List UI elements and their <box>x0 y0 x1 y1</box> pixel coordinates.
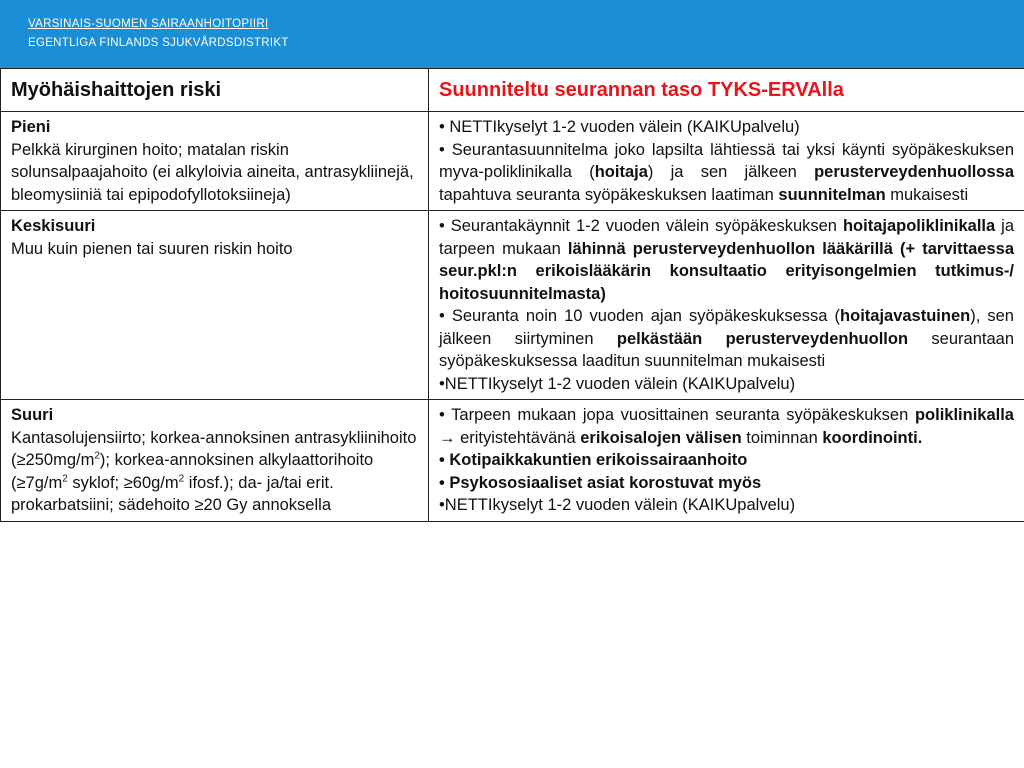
plan-item: • Tarpeen mukaan jopa vuosittainen seuranta syöpäkeskuksen poliklinikalla → erityistehtävänä erikoisalojen välisen toiminnan koordinointi. <box>439 406 1014 447</box>
plan-item: •NETTIkyselyt 1-2 vuoden välein (KAIKUpalvelu) <box>439 496 796 514</box>
table-header-row <box>1 69 1024 112</box>
risk-cell <box>1 112 429 211</box>
risk-description: Muu kuin pienen tai suuren riskin hoito <box>11 239 293 258</box>
risk-level-label: Pieni <box>11 118 51 136</box>
table-row <box>1 400 1024 522</box>
plan-cell <box>429 211 1024 400</box>
plan-cell <box>429 112 1024 211</box>
plan-item: • Seurantakäynnit 1-2 vuoden välein syöpäkeskuksen hoitajapoliklinikalla ja tarpeen mukaan lähinnä perusterveydenhuollon lääkärillä (+ tarvittaessa seur.pkl:n erikoislääkärin konsultaatio erityisongelmien tutkimus-/ hoitosuunnitelmasta) <box>439 217 1014 303</box>
risk-description: Kantasolujensiirto; korkea-annoksinen antrasykliinihoito $(\ge 250mg/m^2)$; korkea-annoksinen alkylaattorihoito ($\ge 7g/m^2$ syklof; $\ge 60g/m^2$ ifosf.); da- ja/tai erit. prokarbatsiini; sädehoito ≥20 Gy annoksella <box>11 428 417 514</box>
follow-up-table <box>0 68 1024 522</box>
org-name-swedish: EGENTLIGA FINLANDS SJUKVÅRDSDISTRIKT <box>28 37 289 49</box>
plan-cell <box>429 400 1024 522</box>
risk-level-label: Keskisuuri <box>11 217 96 235</box>
header-banner <box>0 0 1024 68</box>
table-row <box>1 112 1024 211</box>
plan-item: • Kotipaikkakuntien erikoissairaanhoito <box>439 451 748 469</box>
risk-level-label: Suuri <box>11 406 54 424</box>
plan-column-header: Suunniteltu seurannan taso TYKS-ERVAlla <box>429 69 1024 112</box>
risk-cell <box>1 211 429 400</box>
plan-item: • Seuranta noin 10 vuoden ajan syöpäkeskuksessa (hoitajavastuinen), sen jälkeen siirtyminen pelkästään perusterveydenhuollon seurantaan syöpäkeskuksessa laaditun suunnitelman mukaisesti <box>439 307 1014 370</box>
plan-item: • Seurantasuunnitelma joko lapsilta lähtiessä tai yksi käynti syöpäkeskuksen myva-poliklinikalla (hoitaja) ja sen jälkeen perusterveydenhuollossa tapahtuva seuranta syöpäkeskuksen laatiman suunnitelman mukaisesti <box>439 140 1014 204</box>
plan-item: •NETTIkyselyt 1-2 vuoden välein (KAIKUpalvelu) <box>439 374 796 393</box>
plan-item: • NETTIkyselyt 1-2 vuoden välein (KAIKUpalvelu) <box>439 118 800 136</box>
risk-column-header: Myöhäishaittojen riski <box>1 69 429 112</box>
risk-cell <box>1 400 429 522</box>
table-row <box>1 211 1024 400</box>
plan-item: • Psykososiaaliset asiat korostuvat myös <box>439 473 762 492</box>
org-name-finnish: VARSINAIS-SUOMEN SAIRAANHOITOPIIRI <box>28 18 269 30</box>
risk-description: Pelkkä kirurginen hoito; matalan riskin solunsalpaajahoito (ei alkyloivia aineita, antrasykliinejä, bleomysiiniä tai epipodofyllotoksiineja) <box>11 140 414 204</box>
